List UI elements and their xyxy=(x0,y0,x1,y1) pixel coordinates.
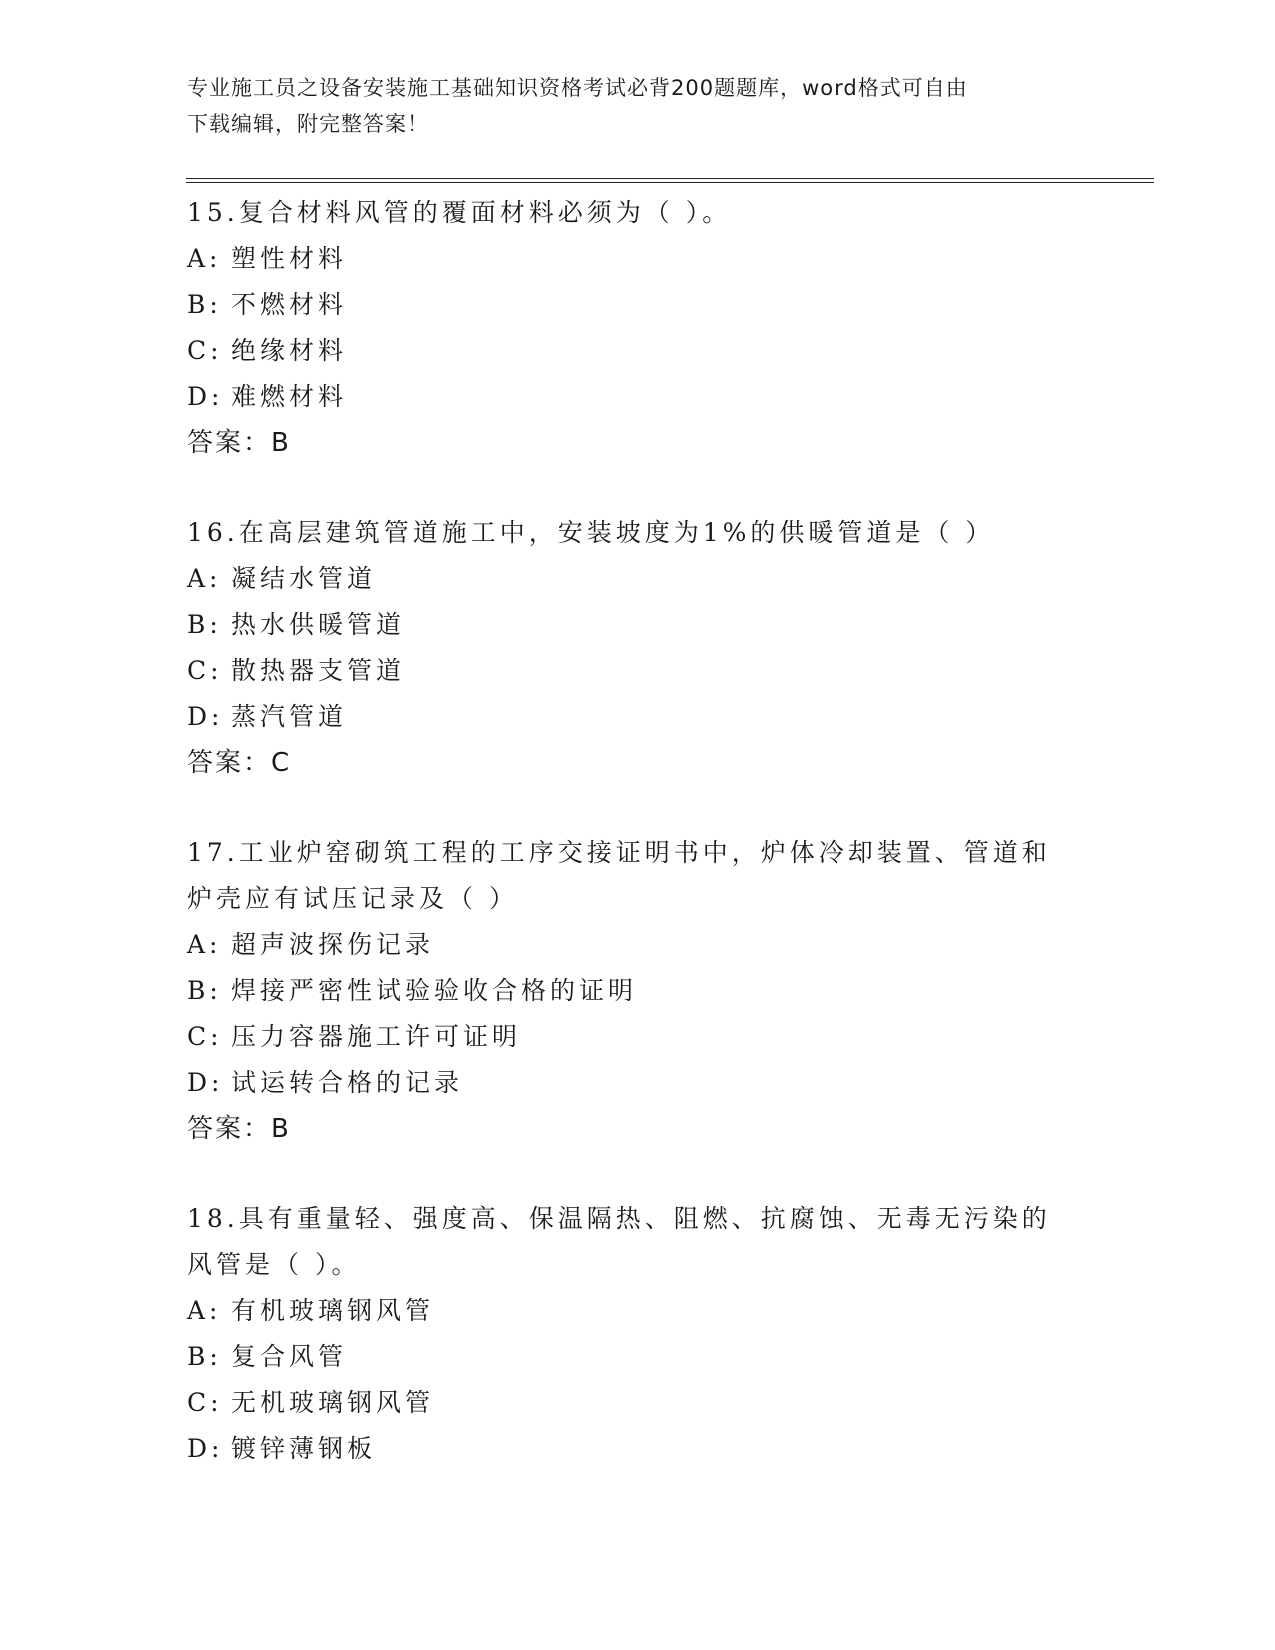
option-a xyxy=(187,922,1087,968)
option-text: 热水供暖管道 xyxy=(231,610,406,639)
question-18 xyxy=(187,1196,1087,1472)
question-16 xyxy=(187,510,1087,786)
option-letter: B: xyxy=(187,290,222,319)
option-text: 无机玻璃钢风管 xyxy=(231,1388,435,1417)
option-letter: C: xyxy=(187,656,223,685)
option-b xyxy=(187,602,1087,648)
option-c xyxy=(187,328,1087,374)
option-c xyxy=(187,1380,1087,1426)
option-text: 有机玻璃钢风管 xyxy=(231,1296,435,1325)
question-17 xyxy=(187,830,1087,1152)
question-stem: 18.具有重量轻、强度高、保温隔热、阻燃、抗腐蚀、无毒无污染的风管是（ ）。 xyxy=(187,1204,1051,1279)
header-divider xyxy=(186,178,1154,183)
answer-line: 答案：B xyxy=(187,428,291,458)
option-letter: A: xyxy=(187,244,222,273)
option-b xyxy=(187,968,1087,1014)
option-d xyxy=(187,1060,1087,1106)
option-letter: D: xyxy=(187,1434,224,1463)
option-d xyxy=(187,1426,1087,1472)
option-a xyxy=(187,1288,1087,1334)
option-text: 塑性材料 xyxy=(231,244,348,273)
option-text: 散热器支管道 xyxy=(231,656,406,685)
question-stem: 17.工业炉窑砌筑工程的工序交接证明书中，炉体冷却装置、管道和炉壳应有试压记录及（ ） xyxy=(187,838,1051,913)
option-text: 复合风管 xyxy=(231,1342,348,1371)
question-15 xyxy=(187,190,1087,466)
option-text: 压力容器施工许可证明 xyxy=(231,1022,522,1051)
header-line-1: 专业施工员之设备安装施工基础知识资格考试必背200题题库，word格式可自由 xyxy=(187,76,968,100)
option-text: 蒸汽管道 xyxy=(231,702,348,731)
option-letter: A: xyxy=(187,930,222,959)
option-d xyxy=(187,694,1087,740)
answer-line: 答案：C xyxy=(187,748,292,778)
option-text: 难燃材料 xyxy=(231,382,348,411)
option-letter: A: xyxy=(187,1296,222,1325)
option-text: 焊接严密性试验验收合格的证明 xyxy=(231,976,638,1005)
option-letter: B: xyxy=(187,976,222,1005)
option-c xyxy=(187,648,1087,694)
question-stem: 15.复合材料风管的覆面材料必须为（ ）。 xyxy=(187,198,732,227)
option-a xyxy=(187,556,1087,602)
option-letter: C: xyxy=(187,1022,223,1051)
option-letter: C: xyxy=(187,336,223,365)
option-letter: B: xyxy=(187,610,222,639)
option-text: 不燃材料 xyxy=(231,290,348,319)
option-text: 凝结水管道 xyxy=(231,564,377,593)
answer-line: 答案：B xyxy=(187,1114,291,1144)
header-line-2: 下载编辑，附完整答案！ xyxy=(187,112,429,136)
option-letter: C: xyxy=(187,1388,223,1417)
option-letter: B: xyxy=(187,1342,222,1371)
option-text: 超声波探伤记录 xyxy=(231,930,435,959)
question-stem: 16.在高层建筑管道施工中，安装坡度为1%的供暖管道是（ ） xyxy=(187,518,995,547)
option-letter: D: xyxy=(187,1068,224,1097)
question-list xyxy=(187,190,1087,1516)
option-b xyxy=(187,282,1087,328)
option-text: 镀锌薄钢板 xyxy=(231,1434,377,1463)
option-text: 试运转合格的记录 xyxy=(231,1068,464,1097)
option-text: 绝缘材料 xyxy=(231,336,348,365)
option-d xyxy=(187,374,1087,420)
option-letter: A: xyxy=(187,564,222,593)
document-header xyxy=(187,70,1087,142)
option-a xyxy=(187,236,1087,282)
option-letter: D: xyxy=(187,702,224,731)
option-letter: D: xyxy=(187,382,224,411)
option-c xyxy=(187,1014,1087,1060)
option-b xyxy=(187,1334,1087,1380)
